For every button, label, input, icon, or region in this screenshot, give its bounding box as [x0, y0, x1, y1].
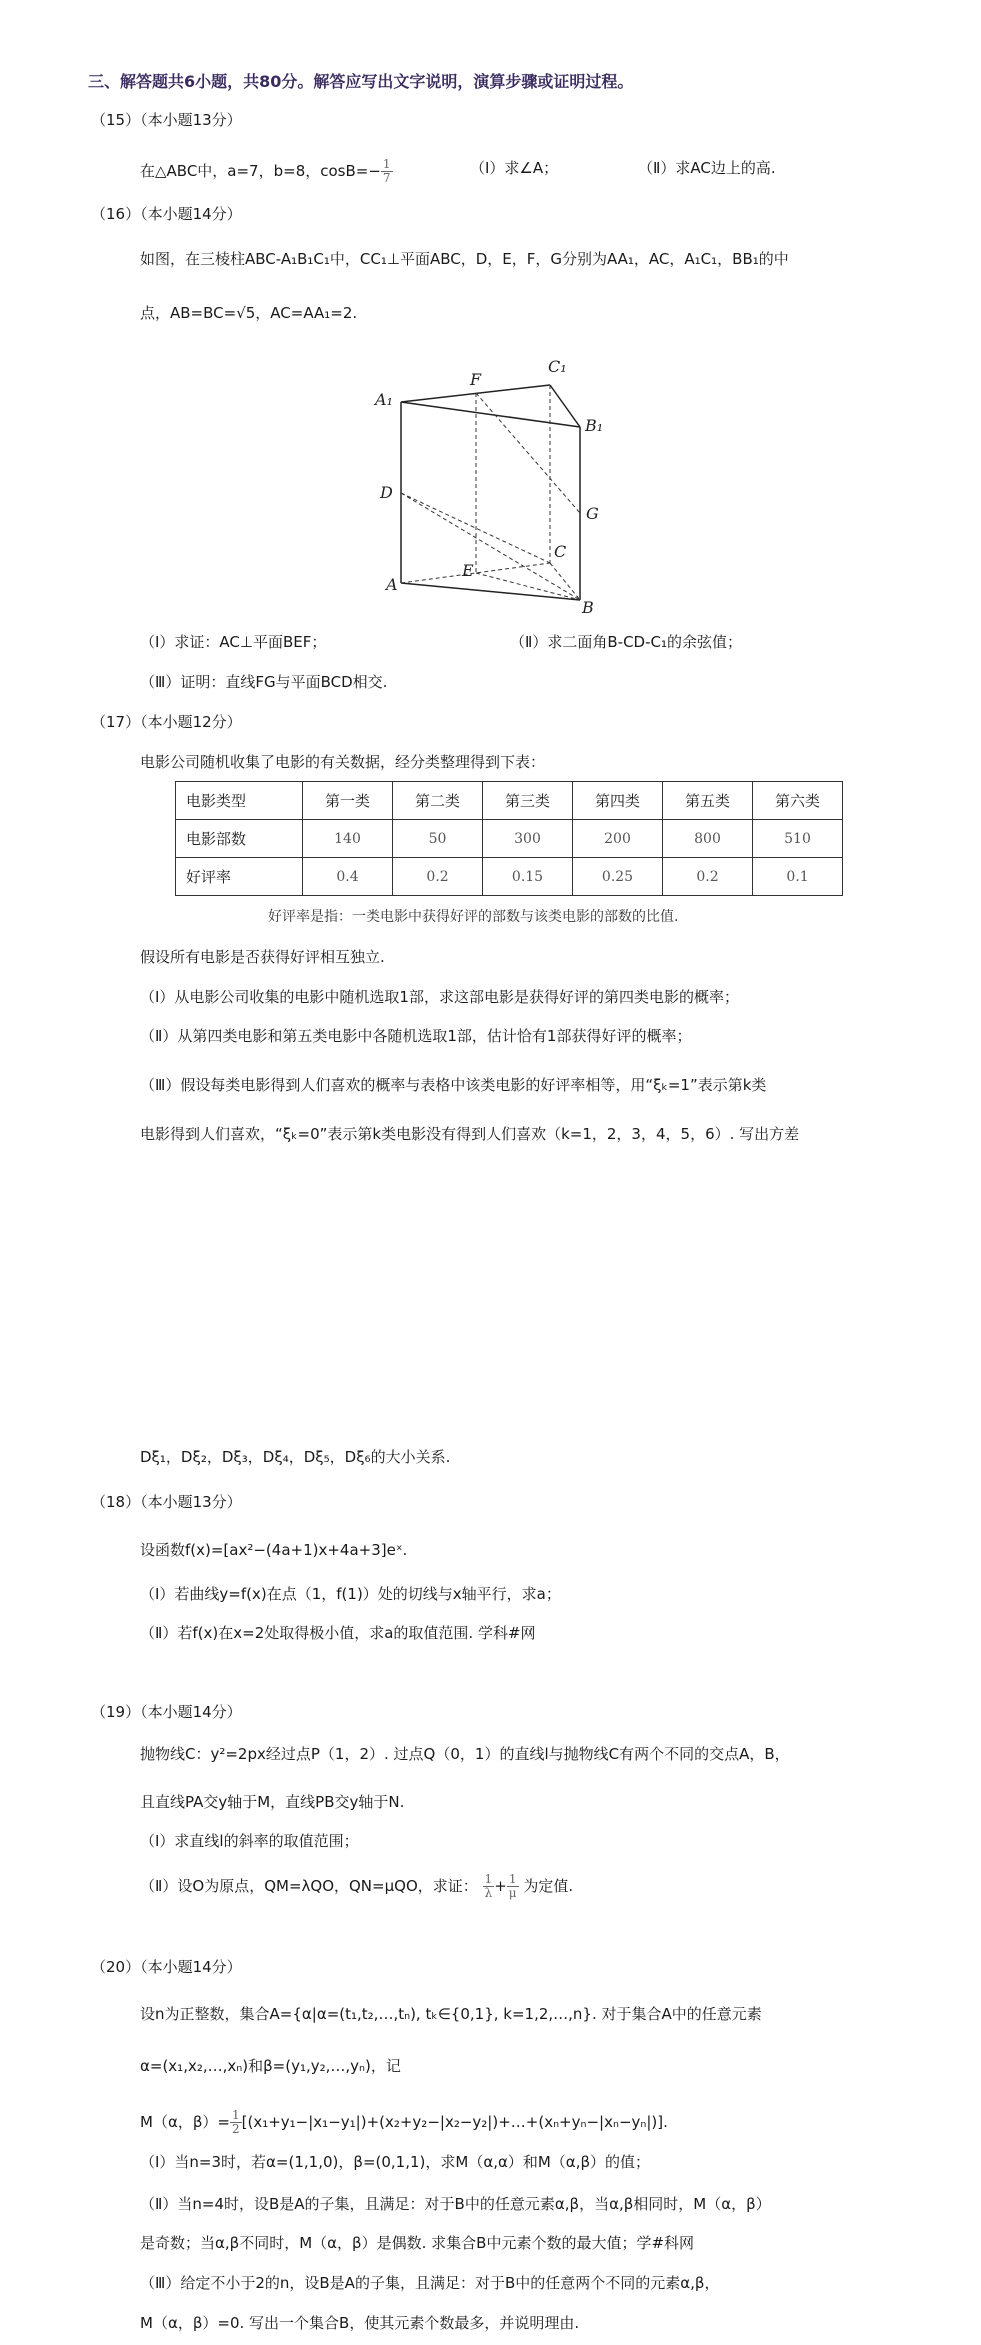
q17-assumption: 假设所有电影是否获得好评相互独立. — [140, 948, 385, 966]
q20-line3 — [140, 2109, 668, 2136]
q15-label: （15）（本小题13分） — [91, 111, 242, 129]
q18-part1: （Ⅰ）若曲线y=f(x)在点（1，f(1)）处的切线与x轴平行，求a； — [140, 1585, 561, 1603]
q20-part2-line2: 是奇数；当α,β不同时，M（α，β）是偶数. 求集合B中元素个数的最大值；学#科网 — [140, 2234, 695, 2252]
movie-table — [175, 781, 843, 896]
table-cell: 第三类 — [483, 782, 573, 820]
q16-line1: 如图，在三棱柱ABC-A₁B₁C₁中，CC₁⊥平面ABC，D，E，F，G分别为AA₁，AC，A₁C₁，BB₁的中 — [140, 250, 789, 268]
table-cell: 第五类 — [663, 782, 753, 820]
edge-c1b1 — [550, 385, 580, 427]
table-cell: 0.2 — [663, 858, 753, 896]
q19-part2-end: 为定值. — [523, 1877, 574, 1895]
q20-line1: 设n为正整数，集合A={α|α=(t₁,t₂,…,tₙ), tₖ∈{0,1}, k=1,2,…,n}. 对于集合A中的任意元素 — [140, 2005, 762, 2023]
section-header: 三、解答题共6小题，共80分。解答应写出文字说明，演算步骤或证明过程。 — [88, 72, 634, 91]
edge-fg — [476, 393, 580, 513]
q19-fraction-lambda — [483, 1873, 495, 1900]
q20-part1: （Ⅰ）当n=3时，若α=(1,1,0)，β=(0,1,1)，求M（α,α）和M（α,β）的值； — [140, 2153, 651, 2171]
q17-table-note: 好评率是指：一类电影中获得好评的部数与该类电影的部数的比值. — [268, 909, 679, 925]
q20-part3-line2: M（α，β）=0. 写出一个集合B，使其元素个数最多，并说明理由. — [140, 2314, 580, 2332]
q17-part3-line1: （Ⅲ）假设每类电影得到人们喜欢的概率与表格中该类电影的好评率相等，用“ξₖ=1”表示第k类 — [140, 1076, 767, 1094]
fig-label-b1: B₁ — [585, 416, 604, 435]
q16-part2: （Ⅱ）求二面角B-CD-C₁的余弦值； — [510, 633, 743, 651]
prism-figure — [370, 345, 630, 615]
q19-label: （19）（本小题14分） — [91, 1703, 242, 1721]
q19-part2 — [140, 1873, 573, 1900]
table-cell: 第四类 — [573, 782, 663, 820]
fig-label-b: B — [582, 598, 594, 615]
q19-line1: 抛物线C：y²=2px经过点P（1，2）. 过点Q（0，1）的直线l与抛物线C有两个不同的交点A，B， — [140, 1745, 790, 1763]
table-cell: 800 — [663, 820, 753, 858]
q16-part3: （Ⅲ）证明：直线FG与平面BCD相交. — [140, 673, 388, 691]
fig-label-a: A — [386, 575, 398, 594]
q17-intro: 电影公司随机收集了电影的有关数据，经分类整理得到下表： — [140, 753, 546, 771]
q19-f1-den: λ — [484, 1886, 493, 1900]
table-cell: 50 — [393, 820, 483, 858]
q15-part1: （Ⅰ）求∠A； — [470, 159, 559, 177]
q15-given-text: 在△ABC中，a=7，b=8，cosB=− — [140, 162, 381, 180]
q18-label: （18）（本小题13分） — [91, 1493, 242, 1511]
table-row — [176, 858, 843, 896]
table-header-row — [176, 782, 843, 820]
q20-half-fraction — [230, 2109, 242, 2136]
table-cell: 电影部数 — [176, 820, 303, 858]
table-cell: 0.2 — [393, 858, 483, 896]
table-cell: 510 — [753, 820, 843, 858]
table-cell: 第六类 — [753, 782, 843, 820]
q15-fraction — [381, 158, 393, 185]
table-cell: 0.15 — [483, 858, 573, 896]
fig-label-c1: C₁ — [548, 357, 567, 376]
q17-part3-line2: 电影得到人们喜欢，“ξₖ=0”表示第k类电影没有得到人们喜欢（k=1，2，3，4，5，6）. 写出方差 — [140, 1125, 800, 1143]
table-cell: 0.1 — [753, 858, 843, 896]
q15-part2: （Ⅱ）求AC边上的高. — [638, 159, 776, 177]
q18-function: 设函数f(x)=[ax²−(4a+1)x+4a+3]eˣ. — [140, 1541, 408, 1559]
table-cell: 第一类 — [303, 782, 393, 820]
table-row — [176, 820, 843, 858]
table-cell: 300 — [483, 820, 573, 858]
table-cell: 电影类型 — [176, 782, 303, 820]
edge-cb — [550, 563, 580, 600]
q19-f2-num: 1 — [507, 1873, 519, 1887]
q16-label: （16）（本小题14分） — [91, 205, 242, 223]
q20-line2: α=(x₁,x₂,…,xₙ)和β=(y₁,y₂,…,yₙ)，记 — [140, 2057, 401, 2075]
q20-m-def: M（α，β）= — [140, 2113, 230, 2131]
q17-part3-line3: Dξ₁，Dξ₂，Dξ₃，Dξ₄，Dξ₅，Dξ₆的大小关系. — [140, 1448, 451, 1466]
q19-plus: + — [494, 1877, 507, 1895]
q16-part1: （Ⅰ）求证：AC⊥平面BEF； — [140, 633, 327, 651]
q19-f1-num: 1 — [484, 1872, 493, 1886]
q19-line2: 且直线PA交y轴于M，直线PB交y轴于N. — [140, 1793, 405, 1811]
edge-eb — [476, 573, 580, 600]
q20-frac-den: 2 — [231, 2122, 240, 2136]
q15-given — [140, 158, 393, 185]
q17-label: （17）（本小题12分） — [91, 713, 242, 731]
table-cell: 第二类 — [393, 782, 483, 820]
table-cell: 200 — [573, 820, 663, 858]
q17-part2: （Ⅱ）从第四类电影和第五类电影中各随机选取1部，估计恰有1部获得好评的概率； — [140, 1027, 692, 1045]
edge-ab — [401, 583, 580, 600]
fig-label-f: F — [470, 370, 482, 389]
q20-m-expr: [(x₁+y₁−|x₁−y₁|)+(x₂+y₂−|x₂−y₂|)+…+(xₙ+yₙ−|xₙ−yₙ|)]. — [241, 2113, 668, 2131]
q20-frac-num: 1 — [231, 2108, 240, 2122]
q15-frac-den: 7 — [382, 171, 391, 185]
q20-label: （20）（本小题14分） — [91, 1958, 242, 1976]
q19-fraction-mu — [507, 1873, 519, 1900]
fig-label-d: D — [380, 483, 393, 502]
table-cell: 0.25 — [573, 858, 663, 896]
q16-line2: 点，AB=BC=√5，AC=AA₁=2. — [140, 304, 358, 322]
q19-part1: （Ⅰ）求直线l的斜率的取值范围； — [140, 1832, 359, 1850]
table-cell: 好评率 — [176, 858, 303, 896]
q20-part3-line1: （Ⅲ）给定不小于2的n，设B是A的子集，且满足：对于B中的任意两个不同的元素α,β， — [140, 2274, 720, 2292]
fig-label-e: E — [462, 561, 474, 580]
q20-part2-line1: （Ⅱ）当n=4时，设B是A的子集，且满足：对于B中的任意元素α,β，当α,β相同时，M（α，β） — [140, 2195, 771, 2213]
q19-f2-den: μ — [508, 1886, 517, 1900]
fig-label-g: G — [586, 504, 599, 523]
q18-part2: （Ⅱ）若f(x)在x=2处取得极小值，求a的取值范围. 学科#网 — [140, 1624, 536, 1642]
q19-part2-text: （Ⅱ）设O为原点，QM=λQO，QN=μQO，求证： — [140, 1877, 478, 1895]
edge-ac — [401, 563, 550, 583]
table-cell: 0.4 — [303, 858, 393, 896]
edge-a1b1 — [401, 402, 580, 427]
q15-frac-num: 1 — [382, 157, 391, 171]
table-cell: 140 — [303, 820, 393, 858]
fig-label-c: C — [554, 542, 567, 561]
fig-label-a1: A₁ — [375, 390, 393, 409]
q17-part1: （Ⅰ）从电影公司收集的电影中随机选取1部，求这部电影是获得好评的第四类电影的概率； — [140, 988, 739, 1006]
